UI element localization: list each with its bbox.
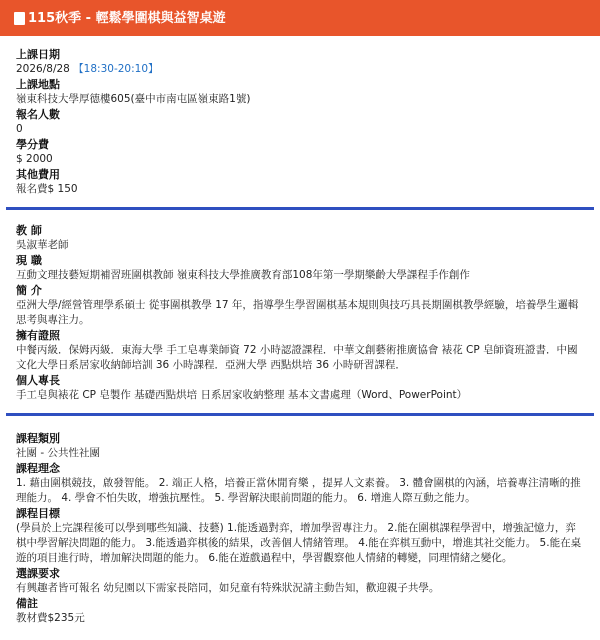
- fee-value: $ 2000: [16, 153, 53, 165]
- idea-value: 1. 藉由圍棋競技，啟發智能。 2. 端正人格，培養正當休閒育樂 ，提昇人文素養。 3. 體會圍棋的內涵，培養專注清晰的推理能力。 4. 學會不怕失敗，增強抗壓性。 5. 學習解決眼前問題的能力。 6. 增進人際互動之能力。: [16, 477, 581, 504]
- note-label: 備註: [16, 597, 38, 610]
- place-label: 上課地點: [16, 78, 60, 91]
- job-value: 互動文理技藝短期補習班圍棋教師 嶺東科技大學推廣教育部108年第一學期樂齡大學課程手作創作: [16, 269, 470, 281]
- intro-label: 簡 介: [16, 284, 42, 297]
- teacher-section: [0, 210, 600, 403]
- date-label: 上課日期: [16, 48, 60, 61]
- cert-value: 中餐丙級．保姆丙級．東海大學 手工皂專業師資 72 小時認證課程．中華文創藝術推廣協會 裱花 CP 皂師資班證書．中國文化大學日系居家收納師培訓 36 小時課程．亞洲大學 西點烘培 36 小時研習課程．: [16, 344, 578, 371]
- date-value: [16, 62, 584, 77]
- course-detail-section: [0, 416, 600, 626]
- category-value: 社團 - 公共性社團: [16, 447, 100, 459]
- cert-label: 擁有證照: [16, 329, 60, 342]
- time-text: 【18:30-20:10】: [73, 63, 159, 75]
- skill-label: 個人專長: [16, 374, 60, 387]
- intro-value: 亞洲大學/經營管理學系碩士 從事圍棋教學 17 年，指導學生學習圍棋基本規則與技巧具長期圍棋教學經驗，培養學生邏輯思考與專注力。: [16, 299, 579, 326]
- page-title: 115秋季 - 輕鬆學圍棋與益智桌遊: [28, 10, 226, 26]
- category-label: 課程類別: [16, 432, 60, 445]
- date-text: 2026/8/28: [16, 63, 70, 75]
- fee-label: 學分費: [16, 138, 49, 151]
- enroll-label: 報名人數: [16, 108, 60, 121]
- document-icon: [14, 12, 25, 25]
- note-value: 教材費$235元: [16, 612, 85, 624]
- course-info-section: [0, 36, 600, 197]
- goal-value: (學員於上完課程後可以學到哪些知識、技藝) 1.能透過對弈，增加學習專注力。 2.能在圍棋課程學習中，增強記憶力，弈棋中學習解決問題的能力。 3.能透過弈棋後的結果，改善個人情緒管理。 4.能在弈棋互動中，增進其社交能力。 5.能在桌遊的項目進行時，增加解決問題的能力。 6.能在遊戲過程中，學習觀察他人情緒的轉變，同理情緒之變化。: [16, 522, 582, 564]
- teacher-label: 教 師: [16, 224, 42, 237]
- requirement-value: 有興趣者皆可報名 幼兒園以下需家長陪同，如兒童有特殊狀況請主動告知，歡迎親子共學。: [16, 582, 440, 594]
- idea-label: 課程理念: [16, 462, 60, 475]
- goal-label: 課程目標: [16, 507, 60, 520]
- page-header: [0, 0, 600, 36]
- enroll-value: 0: [16, 123, 23, 135]
- requirement-label: 選課要求: [16, 567, 60, 580]
- place-value: 嶺東科技大學厚德樓605(臺中市南屯區嶺東路1號): [16, 93, 251, 105]
- other-fee-value: 報名費$ 150: [16, 183, 78, 195]
- skill-value: 手工皂與裱花 CP 皂製作 基礎西點烘培 日系居家收納整理 基本文書處理（Word、PowerPoint）: [16, 389, 468, 401]
- teacher-value: 吳淑華老師: [16, 239, 69, 251]
- job-label: 現 職: [16, 254, 42, 267]
- other-fee-label: 其他費用: [16, 168, 60, 181]
